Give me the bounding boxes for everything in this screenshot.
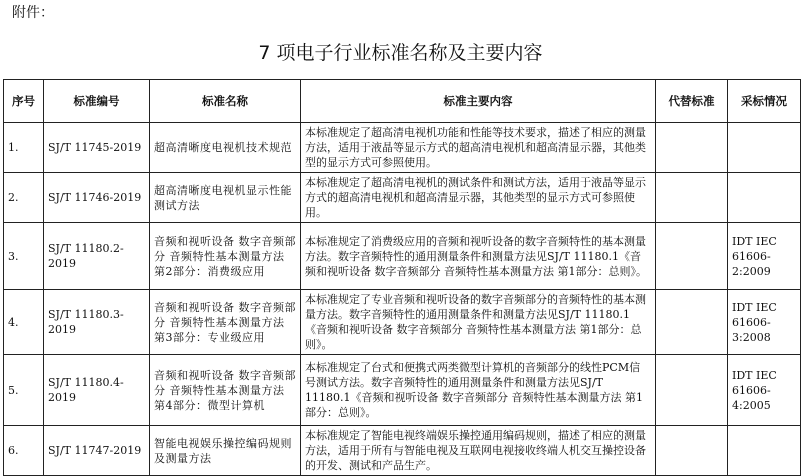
cell-content: 本标准规定了超高清电视机的测试条件和测试方法，适用于液晶等显示方式的超高清电视机和超高清显示器，其他类型的显示方式可参照使用。 (301, 173, 656, 223)
table-row (4, 355, 801, 426)
attachment-label: 附件： (12, 5, 54, 21)
cell-replace (656, 290, 728, 355)
header-code: 标准编号 (44, 80, 150, 123)
cell-name: 超高清晰度电视机技术规范 (150, 123, 301, 173)
cell-adopt: IDT IEC 61606-2:2009 (728, 223, 801, 290)
header-adopt: 采标情况 (728, 80, 801, 123)
cell-no: 5. (4, 355, 44, 426)
table-row (4, 223, 801, 290)
header-name: 标准名称 (150, 80, 301, 123)
header-no: 序号 (4, 80, 44, 123)
header-replace: 代替标准 (656, 80, 728, 123)
cell-content: 本标准规定了超高清电视机功能和性能等技术要求，描述了相应的测量方法，适用于液晶等显示方式的超高清电视机和超高清显示器，其他类型的显示方式可参照使用。 (301, 123, 656, 173)
table-row (4, 123, 801, 173)
cell-code: SJ/T 11180.3-2019 (44, 290, 150, 355)
cell-adopt: IDT IEC 61606-4:2005 (728, 355, 801, 426)
table-header-row (4, 80, 801, 123)
cell-no: 3. (4, 223, 44, 290)
cell-replace (656, 123, 728, 173)
table-row (4, 290, 801, 355)
page-title: 7 项电子行业标准名称及主要内容 (258, 42, 543, 64)
table-row (4, 426, 801, 476)
cell-name: 音频和视听设备 数字音频部分 音频特性基本测量方法 第4部分：微型计算机 (150, 355, 301, 426)
cell-name: 音频和视听设备 数字音频部分 音频特性基本测量方法 第3部分：专业级应用 (150, 290, 301, 355)
standards-table (3, 79, 801, 476)
cell-content: 本标准规定了专业音频和视听设备的数字音频部分的音频特性的基本测量方法。数字音频特性的通用测量条件和测量方法见SJ/T 11180.1《音频和视听设备 数字音频部分 音频特性基本测量方法 第1部分：总则》。 (301, 290, 656, 355)
cell-code: SJ/T 11180.4-2019 (44, 355, 150, 426)
cell-code: SJ/T 11746-2019 (44, 173, 150, 223)
cell-code: SJ/T 11745-2019 (44, 123, 150, 173)
cell-no: 2. (4, 173, 44, 223)
cell-replace (656, 426, 728, 476)
cell-adopt (728, 426, 801, 476)
cell-name: 超高清晰度电视机显示性能测试方法 (150, 173, 301, 223)
cell-no: 4. (4, 290, 44, 355)
cell-replace (656, 223, 728, 290)
cell-content: 本标准规定了智能电视终端娱乐操控通用编码规则，描述了相应的测量方法，适用于所有与智能电视及互联网电视接收终端人机交互操控设备的开发、测试和产品生产。 (301, 426, 656, 476)
cell-no: 6. (4, 426, 44, 476)
cell-replace (656, 173, 728, 223)
cell-adopt (728, 173, 801, 223)
header-content: 标准主要内容 (301, 80, 656, 123)
cell-content: 本标准规定了消费级应用的音频和视听设备的数字音频特性的基本测量方法。数字音频特性的通用测量条件和测量方法见SJ/T 11180.1《音频和视听设备 数字音频部分 音频特性基本测量方法 第1部分：总则》。 (301, 223, 656, 290)
cell-name: 音频和视听设备 数字音频部分 音频特性基本测量方法 第2部分：消费级应用 (150, 223, 301, 290)
cell-replace (656, 355, 728, 426)
cell-content: 本标准规定了台式和便携式两类微型计算机的音频部分的线性PCM信号测试方法。数字音频特性的通用测量条件和测量方法见SJ/T 11180.1《音频和视听设备 数字音频部分 音频特性基本测量方法 第1部分：总则》。 (301, 355, 656, 426)
cell-adopt: IDT IEC 61606-3:2008 (728, 290, 801, 355)
table-row (4, 173, 801, 223)
cell-code: SJ/T 11180.2-2019 (44, 223, 150, 290)
cell-no: 1. (4, 123, 44, 173)
cell-code: SJ/T 11747-2019 (44, 426, 150, 476)
cell-name: 智能电视娱乐操控编码规则及测量方法 (150, 426, 301, 476)
cell-adopt (728, 123, 801, 173)
